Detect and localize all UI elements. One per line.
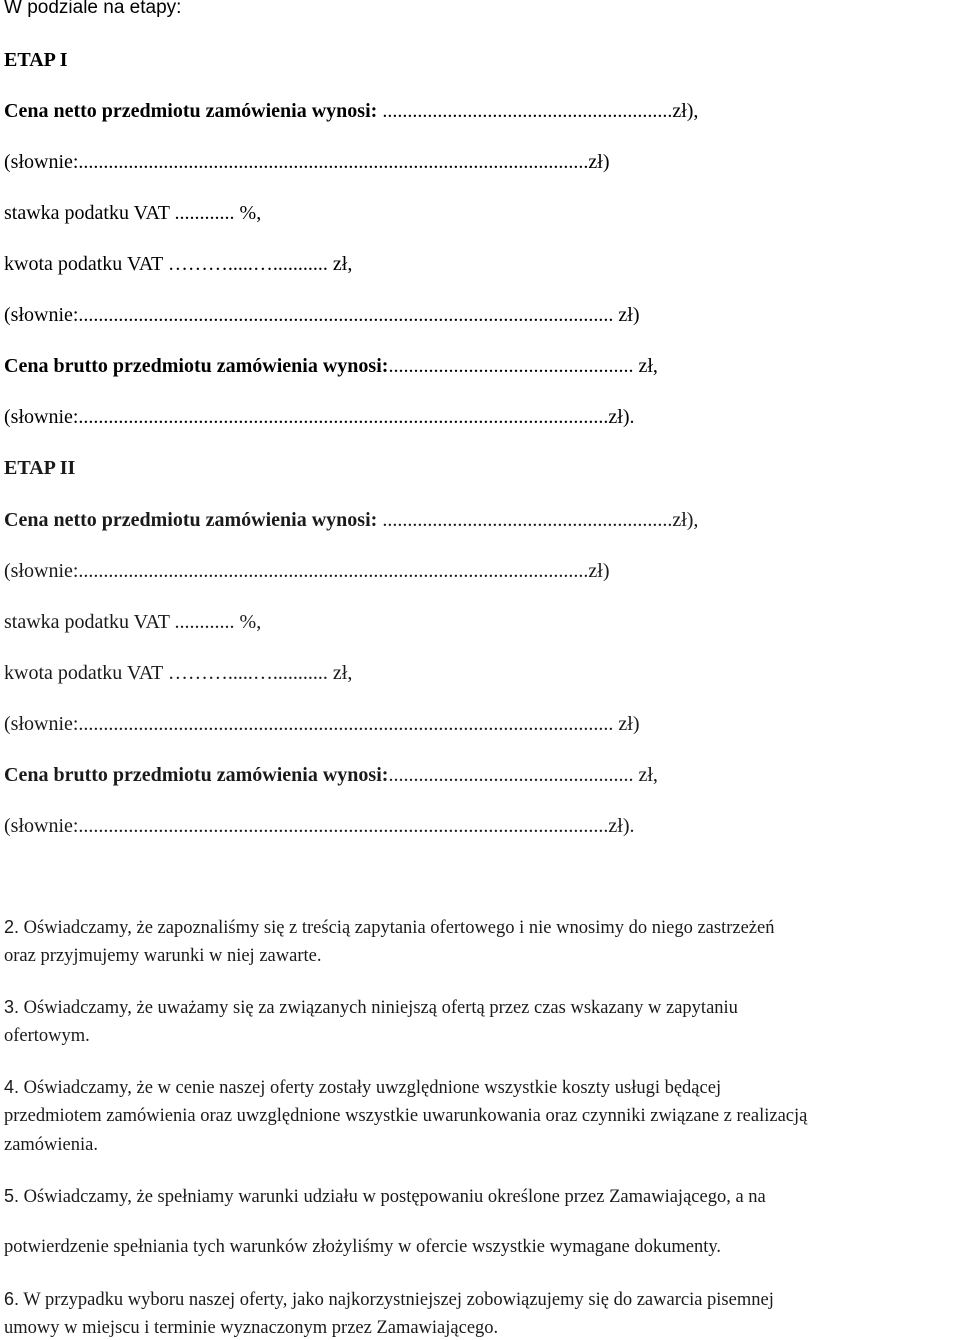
declaration-6-text: W przypadku wyboru naszej oferty, jako najkorzystniejszej zobowiązujemy się do zawarcia pisemnej: [19, 1290, 774, 1310]
stage1-heading: ETAP I: [4, 49, 68, 71]
declaration-6-line-2: umowy w miejscu i terminie wyznaczonym przez Zamawiającego.: [4, 1318, 499, 1338]
declaration-2-line-1: [4, 918, 774, 938]
stage2-heading: ETAP II: [4, 457, 76, 479]
stage2-vat-rate: stawka podatku VAT ............ %,: [4, 611, 262, 633]
stage1-vat-amount: kwota podatku VAT ……….....…........... zł,: [4, 253, 353, 275]
stage2-words-1: (słownie:......................................................................................................zł): [4, 560, 610, 582]
declaration-2-line-2: oraz przyjmujemy warunki w niej zawarte.: [4, 946, 322, 966]
stage1-words-3: (słownie:..........................................................................................................zł).: [4, 406, 635, 428]
declaration-5-number: 5.: [4, 1186, 20, 1206]
stage2-net-price-label: Cena netto przedmiotu zamówienia wynosi:: [4, 509, 378, 531]
declaration-4-number: 4.: [4, 1077, 20, 1097]
stage1-net-price-label: Cena netto przedmiotu zamówienia wynosi:: [4, 100, 378, 122]
stage1-words-2: (słownie:........................................................................................................... zł): [4, 304, 640, 326]
declaration-4-line-2: przedmiotem zamówienia oraz uwzględnione wszystkie uwarunkowania oraz czynniki związane z realizacją: [4, 1106, 808, 1126]
stage1-vat-rate: stawka podatku VAT ............ %,: [4, 202, 262, 224]
declaration-3-line-1: [4, 998, 738, 1018]
stage1-net-price-fill: ..........................................................zł),: [377, 100, 699, 122]
stage2-words-3: (słownie:..........................................................................................................zł).: [4, 815, 635, 837]
stage2-net-price-fill: ..........................................................zł),: [377, 509, 699, 531]
stage2-vat-amount: kwota podatku VAT ……….....…........... zł,: [4, 662, 353, 684]
declaration-3-number: 3.: [4, 997, 20, 1017]
declaration-3-line-2: ofertowym.: [4, 1026, 90, 1046]
declaration-4-line-1: [4, 1078, 721, 1098]
stage1-gross-price-label: Cena brutto przedmiotu zamówienia wynosi:: [4, 355, 389, 377]
stage2-gross-price-fill: ................................................. zł,: [388, 764, 658, 786]
stage1-words-1: (słownie:......................................................................................................zł): [4, 151, 610, 173]
declaration-2-number: 2.: [4, 917, 20, 937]
stage2-net-price-line: [4, 510, 698, 530]
declaration-6-number: 6.: [4, 1289, 20, 1309]
declaration-3-text: Oświadczamy, że uważamy się za związanych niniejszą ofertą przez czas wskazany w zapytaniu: [19, 998, 738, 1018]
declaration-6-line-1: [4, 1290, 774, 1310]
declaration-5-text: Oświadczamy, że spełniamy warunki udziału w postępowaniu określone przez Zamawiającego, a na: [19, 1187, 766, 1207]
stage1-net-price-line: [4, 101, 698, 121]
stage2-gross-price-line: [4, 765, 658, 785]
stage2-words-2: (słownie:........................................................................................................... zł): [4, 713, 640, 735]
declaration-4-line-3: zamówienia.: [4, 1135, 98, 1155]
stage2-gross-price-label: Cena brutto przedmiotu zamówienia wynosi:: [4, 764, 389, 786]
stage1-gross-price-fill: ................................................. zł,: [388, 355, 658, 377]
declaration-5-line-2: potwierdzenie spełniania tych warunków złożyliśmy w ofercie wszystkie wymagane dokumenty.: [4, 1237, 722, 1257]
declaration-4-text: Oświadczamy, że w cenie naszej oferty zostały uwzględnione wszystkie koszty usługi będącej: [19, 1078, 722, 1098]
intro-text: W podziale na etapy:: [4, 0, 182, 18]
declaration-2-text: Oświadczamy, że zapoznaliśmy się z treścią zapytania ofertowego i nie wnosimy do niego zastrzeżeń: [19, 918, 775, 938]
declaration-5-line-1: [4, 1187, 766, 1207]
stage1-gross-price-line: [4, 356, 658, 376]
